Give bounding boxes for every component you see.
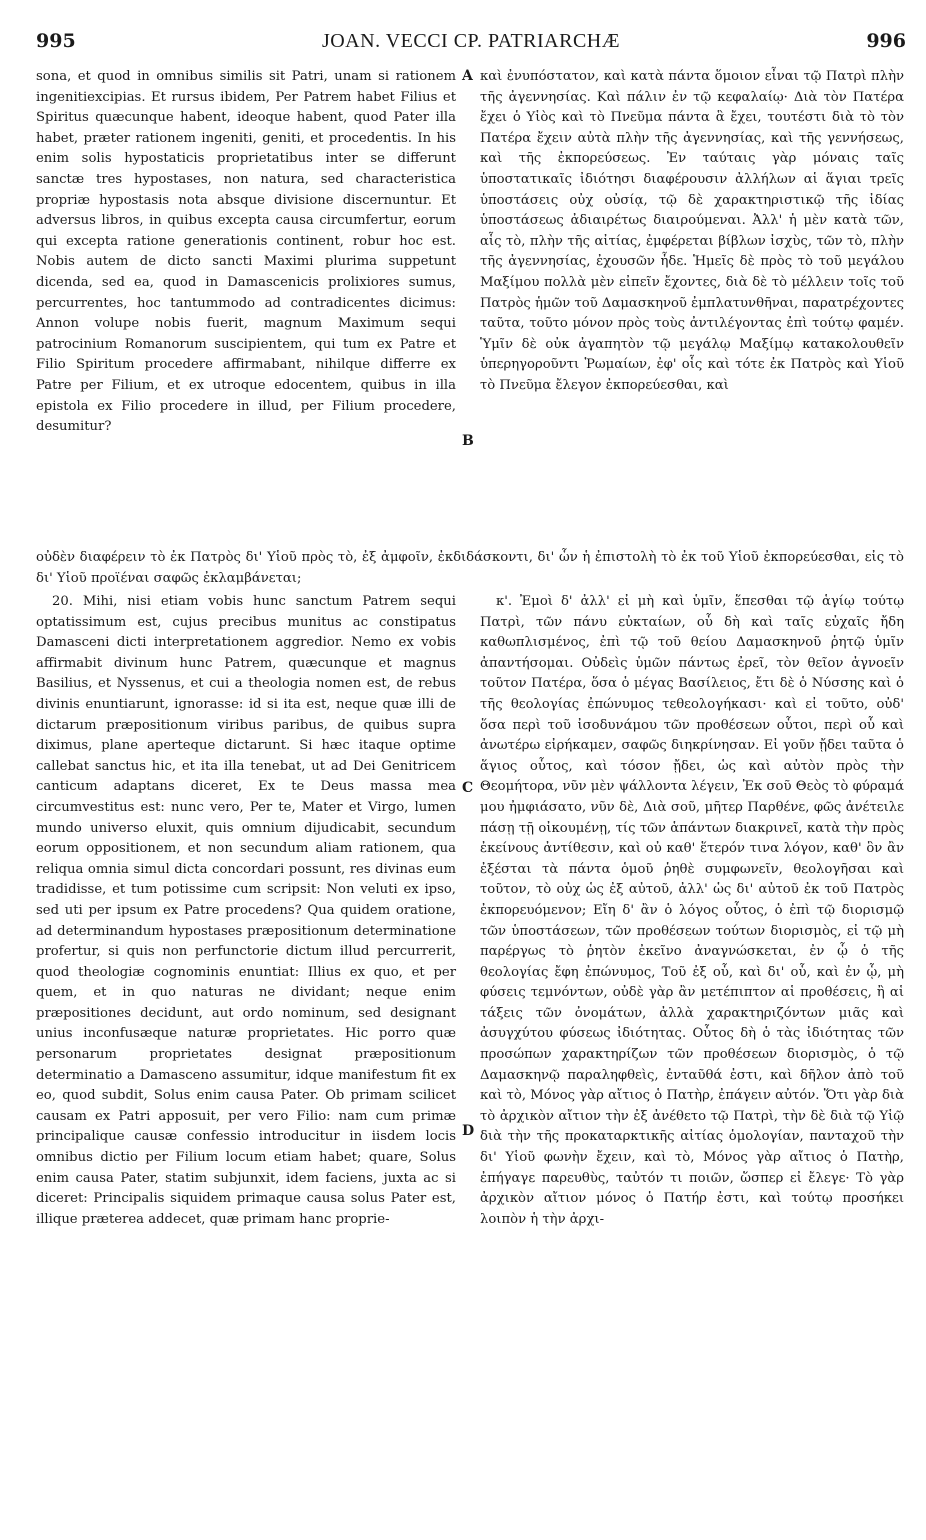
page-number-right: 996 — [866, 30, 906, 52]
page-header — [36, 30, 906, 64]
greek-column-top — [480, 67, 904, 397]
greek-paragraph-top: καὶ ἐνυπόστατον, καὶ κατὰ πάντα ὅμοιον εἶναι τῷ Πατρὶ πλὴν τῆς ἀγεννησίας. Καὶ πάλιν ἐν τῷ κεφαλαίῳ· Διὰ τὸν Πατέρα ἔχει ὁ Υἱὸς καὶ τὸ Πνεῦμα πάντα ἃ ἔχει, τουτέστι διὰ τὸ τὸν Πατέρα ἔχειν αὐτὰ πλὴν τῆς ἀγεννησίας, καὶ τῆς γεννήσεως, καὶ τῆς ἐκπορεύσεως. Ἐν ταύταις γὰρ μόναις ταῖς ὑποστατικαῖς ἰδιότησι διαφέρουσιν ἀλλήλων αἱ ἅγιαι τρεῖς ὑποστάσεις οὐχ οὐσίᾳ, τῷ δὲ χαρακτηριστικῷ τῆς ἰδίας ὑποστάσεως ἀδιαιρέτως διαιρούμεναι. Ἀλλ' ἡ μὲν κατὰ τῶν, αἷς τὸ, πλὴν τῆς αἰτίας, ἐμφέρεται βίβλων ἰσχὺς, τῶν τὸ, πλὴν τῆς ἀγεννησίας, ἐχουσῶν ἧδε. Ἡμεῖς δὲ πρὸς τὸ τοῦ μεγάλου Μαξίμου πολλὰ μὲν εἰπεῖν ἔχοντες, διὰ δὲ τὸ μέλλειν τοῖς τοῦ Πατρὸς ἡμῶν τοῦ Δαμασκηνοῦ ἐμπλατυνθῆναι, παρατρέχοντες ταῦτα, τοῦτο μόνον πρὸς τοὺς ἀντιλέγοντας ἐπὶ τούτῳ φαμέν. Ὑμῖν δὲ οὐκ ἀγαπητὸν τῷ μεγάλῳ Μαξίμῳ κατακολουθεῖν ὑπερηγοροῦντι Ῥωμαίων, ἐφ' οἷς καὶ τότε ἐκ Πατρὸς καὶ Υἱοῦ τὸ Πνεῦμα ἔλεγον ἐκπορεύεσθαι, καὶ — [480, 69, 904, 393]
greek-bridge-line: οὐδὲν διαφέρειν τὸ ἐκ Πατρὸς δι' Υἱοῦ πρὸς τὸ, ἐξ ἀμφοῖν, ἐκδιδάσκοντι, δι' ὧν ἡ ἐπιστολὴ τὸ ἐκ τοῦ Υἱοῦ ἐκπορεύεσθαι, εἰς τὸ δι' Υἱοῦ προϊέναι σαφῶς ἐκλαμβάνεται; — [36, 550, 904, 586]
margin-letter-c: C — [462, 780, 474, 796]
greek-column-bottom — [480, 592, 904, 1230]
latin-paragraph-top: sona, et quod in omnibus similis sit Patri, unam si rationem ingenitiexcipias. Et rursus ibidem, Per Patrem habet Filius et Spiritus quæcunque habent, ideoque habent, quod Pater illa habet, præter rationem ingeniti, geniti, et procedentis. In his enim solis hypostaticis proprietatibus inter se differunt sanctæ tres hypostases, non natura, sed characteristica propriæ hypostasis nota absque divisione discernuntur. Et adversus libros, in quibus excepta causa circumfertur, eorum qui excepta ratione generationis continent, robur hoc est. Nobis autem de dicto sancti Maximi plurima suppetunt dicenda, sed ea, quod in Damascenicis prolixiores sumus, percurrentes, hoc tantummodo ad contradicentes dicimus: Annon volupe nobis fuerit, magnum Maximum sequi patrocinium Romanorum suscipientem, qui tum ex Patre et Filio Spiritum procedere affirmabant, nihilque differre ex Patre per Filium, et ex utroque edocentem, quibus in illa epistola ex Filio procedere in illud, per Filium procedere, desumitur? — [36, 69, 456, 435]
margin-letter-d: D — [462, 1123, 475, 1139]
latin-paragraph-20: 20. Mihi, nisi etiam vobis hunc sanctum Patrem sequi optatissimum est, cujus precibus munitus ac constipatus Damasceni dicti interpretationem aggredior. Nemo ex vobis affirmabit divinum hunc Patrem, quæcunque et magnus Basilius, et Nyssenus, et cui a theologia nomen est, de rebus divinis enuntiarunt, ignorasse: id si ita est, neque quæ illi de dictarum præpositionum viribus paribus, de quibus supra diximus, plane aperteque dictarunt. Si hæc itaque optime callebat sanctus hic, et ita illa tenebat, ut ad Dei Genitricem canticum adaptans diceret, Ex te Deus massa mea circumvestitus est: nunc vero, Per te, Mater et Virgo, lumen mundo universo eluxit, quis omnium dijudicabit, secundum eorum oppositionem, et non secundum aliam rationem, qua reliqua omnia simul dicta concordari possunt, res divinas eum tradidisse, et tum potissime cum scripsit: Non veluti ex ipso, sed uti per ipsum ex Patre procedens? Qua quidem oratione, ad determinandum hypostases præpositionum determinatione profertur, si quis non perfunctorie dictum illud percurrerit, quod theologiæ cognominis enuntiat: Illius ex quo, et per quem, et in quo naturas ne dividant; neque enim præpositiones decidunt, aut ordo nominum, sed designant unius inconfusæque naturæ proprietates. Hic porro quæ personarum proprietates designat præpositionum determinatio a Damasceno assumitur, idque manifestum fit ex eo, quod subdit, Solus enim causa Pater. Ob primam scilicet causam ex Patri apposuit, per vero Filio: nam cum primæ principalique causæ confessio introducitur in iisdem locis omnibus dictio per Filium locum etiam habet; quare, Solus enim causa Pater, statim subjunxit, idem faciens, juxta ac si diceret: Principalis siquidem primaque causa solus Pater est, illique præterea addecet, quæ primam hanc proprie- — [36, 594, 456, 1227]
latin-column-bottom — [36, 592, 456, 1230]
margin-letter-b: B — [462, 433, 474, 449]
margin-letter-a: A — [462, 68, 473, 84]
greek-paragraph-k: κ'. Ἐμοὶ δ' ἀλλ' εἰ μὴ καὶ ὑμῖν, ἕπεσθαι τῷ ἁγίῳ τούτῳ Πατρὶ, τῶν πάνυ εὐκταίων, οὗ δὴ καὶ ταῖς εὐχαῖς ἤδη καθωπλισμένος, ἐπὶ τῷ τοῦ θείου Δαμασκηνοῦ ῥητῷ ὑμῖν ἀπαντήσομαι. Οὐδεὶς ὑμῶν πάντως ἐρεῖ, τὸν θεῖον ἀγνοεῖν τοῦτον Πατέρα, ὅσα ὁ μέγας Βασίλειος, ἔτι δὲ ὁ Νύσσης καὶ ὁ τῆς θεολογίας ἐπώνυμος τεθεολογήκασι· καὶ εἰ τοῦτο, οὐδ' ὅσα περὶ τοῦ ἰσοδυνάμου τῶν προθέσεων οὗτοι, περὶ οὗ καὶ ἀνωτέρω εἰρήκαμεν, σαφῶς διηκρίνησαν. Εἰ γοῦν ᾔδει ταῦτα ὁ ἅγιος οὗτος, καὶ τόσον ᾔδει, ὡς καὶ αὐτὸν πρὸς τὴν Θεομήτορα, νῦν μὲν ψάλλοντα λέγειν, Ἐκ σοῦ Θεὸς τὸ φύραμά μου ἠμφιάσατο, νῦν δὲ, Διὰ σοῦ, μῆτερ Παρθένε, φῶς ἀνέτειλε πάσῃ τῇ οἰκουμένῃ, τίς τῶν ἁπάντων διακρινεῖ, κατὰ τὴν πρὸς ἐκείνους ἀντίθεσιν, καὶ οὐ καθ' ἕτερόν τινα λόγον, καθ' ὃν ἂν ἐξέσται τὰ πάντα ὁμοῦ ῥηθὲ συμφωνεῖν, θεολογῆσαι καὶ τοῦτον, τὸ οὐχ ὡς ἐξ αὐτοῦ, ἀλλ' ὡς δι' αὐτοῦ ἐκ τοῦ Πατρὸς ἐκπορευόμενον; Εἴη δ' ἂν ὁ λόγος οὗτος, ὁ ἐπὶ τῷ διορισμῷ τῶν ὑποστάσεων, τῶν προθέσεων τούτων διορισμὸς, εἰ τῷ μὴ παρέργως τὸ ῥητὸν ἐκεῖνο ἀναγνώσκεται, ἐν ᾧ ὁ τῆς θεολογίας ἔφη ἐπώνυμος, Τοῦ ἐξ οὗ, καὶ δι' οὗ, καὶ ἐν ᾧ, μὴ φύσεις τεμνόντων, οὐδὲ γὰρ ἂν μετέπιπτον αἱ προθέσεις, ἢ αἱ τάξεις τῶν ὀνομάτων, ἀλλὰ χαρακτηριζόντων μιᾶς καὶ ἀσυγχύτου φύσεως ἰδιότητας. Οὗτος δὴ ὁ τὰς ἰδιότητας τῶν προσώπων χαρακτηρίζων τῶν προθέσεων διορισμὸς, ὁ τῷ Δαμασκηνῷ παραληφθεὶς, ἐνταῦθά ἐστι, καὶ δῆλον ἀπὸ τοῦ καὶ τὸ, Μόνος γὰρ αἴτιος ὁ Πατὴρ, ἐπάγειν αὐτόν. Ὅτι γὰρ διὰ τὸ ἀρχικὸν αἴτιον τὴν ἐξ ἀνέθετο τῷ Πατρὶ, τὴν δὲ διὰ τῷ Υἱῷ διὰ τὴν τῆς προκαταρκτικῆς αἰτίας ὁμολογίαν, πανταχοῦ τὴν δι' Υἱοῦ φωνὴν ἔχειν, καὶ τὸ, Μόνος γὰρ αἴτιος ὁ Πατὴρ, ἐπήγαγε παρευθὺς, ταὐτόν τι ποιῶν, ὥσπερ εἰ ἔλεγε· Τὸ γὰρ ἀρχικὸν αἴτιον μόνος ὁ Πατήρ ἐστι, καὶ τούτῳ προσήκει λοιπὸν ἡ τὴν ἀρχι- — [480, 594, 904, 1227]
page-number-left: 995 — [36, 30, 76, 52]
running-title: JOAN. VECCI CP. PATRIARCHÆ — [321, 30, 621, 52]
latin-column-top — [36, 67, 456, 438]
